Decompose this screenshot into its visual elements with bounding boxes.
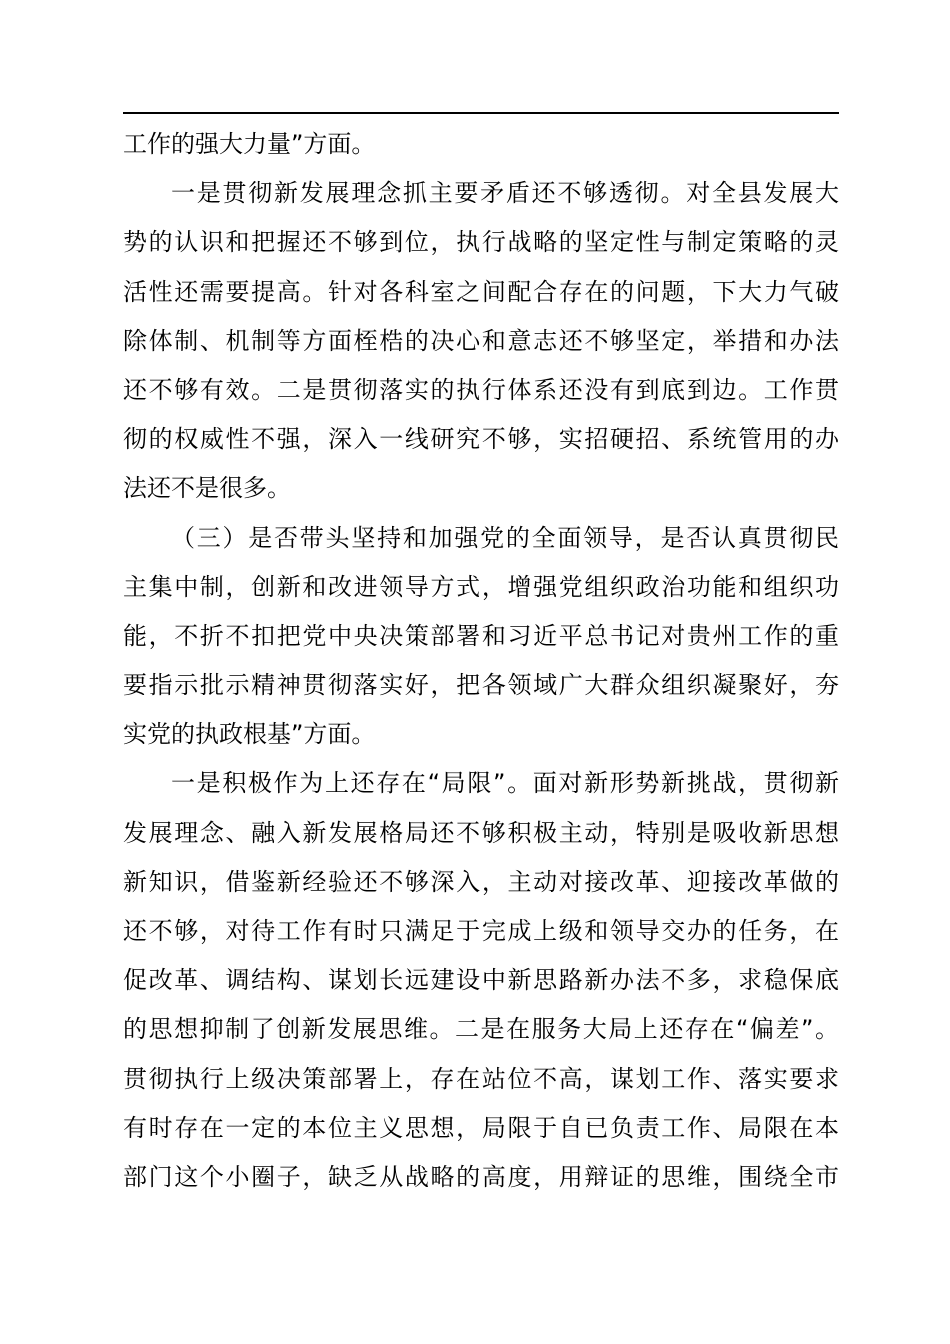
text-line: 发展理念、融入新发展格局还不够积极主动，特别是吸收新思想 — [123, 818, 839, 847]
text-line: 要指示批示精神贯彻落实好，把各领域广大群众组织凝聚好，夯 — [123, 671, 839, 700]
paragraph-first-line: 一是贯彻新发展理念抓主要矛盾还不够透彻。对全县发展大 — [171, 179, 839, 208]
text-line: 活性还需要提高。针对各科室之间配合存在的问题，下大力气破 — [123, 277, 839, 306]
text-line: 促改革、调结构、谋划长远建设中新思路新办法不多，求稳保底 — [123, 966, 839, 995]
text-line: 主集中制，创新和改进领导方式，增强党组织政治功能和组织功 — [123, 572, 839, 601]
text-line: 贯彻执行上级决策部署上，存在站位不高，谋划工作、落实要求 — [123, 1064, 839, 1093]
text-line: 实党的执政根基”方面。 — [123, 720, 376, 749]
text-line: 新知识，借鉴新经验还不够深入，主动对接改革、迎接改革做的 — [123, 867, 839, 896]
text-line: 有时存在一定的本位主义思想，局限于自已负责工作、局限在本 — [123, 1113, 839, 1142]
text-line: 除体制、机制等方面桎梏的决心和意志还不够坚定，举措和办法 — [123, 326, 839, 355]
text-line: 工作的强大力量”方面。 — [123, 130, 376, 158]
text-line: 能，不折不扣把党中央决策部署和习近平总书记对贵州工作的重 — [123, 621, 839, 650]
text-line: 彻的权威性不强，深入一线研究不够，实招硬招、系统管用的办 — [123, 425, 839, 454]
text-line: 势的认识和把握还不够到位，执行战略的坚定性与制定策略的灵 — [123, 228, 839, 257]
header-rule — [123, 112, 839, 114]
text-line: 的思想抑制了创新发展思维。二是在服务大局上还存在“偏差”。 — [123, 1015, 839, 1044]
text-line: 还不够有效。二是贯彻落实的执行体系还没有到底到边。工作贯 — [123, 375, 839, 404]
text-line: 法还不是很多。 — [123, 474, 291, 503]
paragraph-first-line: （三）是否带头坚持和加强党的全面领导，是否认真贯彻民 — [171, 523, 839, 552]
text-line: 还不够，对待工作有时只满足于完成上级和领导交办的任务，在 — [123, 917, 839, 945]
paragraph-first-line: 一是积极作为上还存在“局限”。面对新形势新挑战，贯彻新 — [171, 769, 839, 798]
document-body — [123, 120, 839, 1202]
text-line: 部门这个小圈子，缺乏从战略的高度，用辩证的思维，围绕全市 — [123, 1162, 839, 1191]
